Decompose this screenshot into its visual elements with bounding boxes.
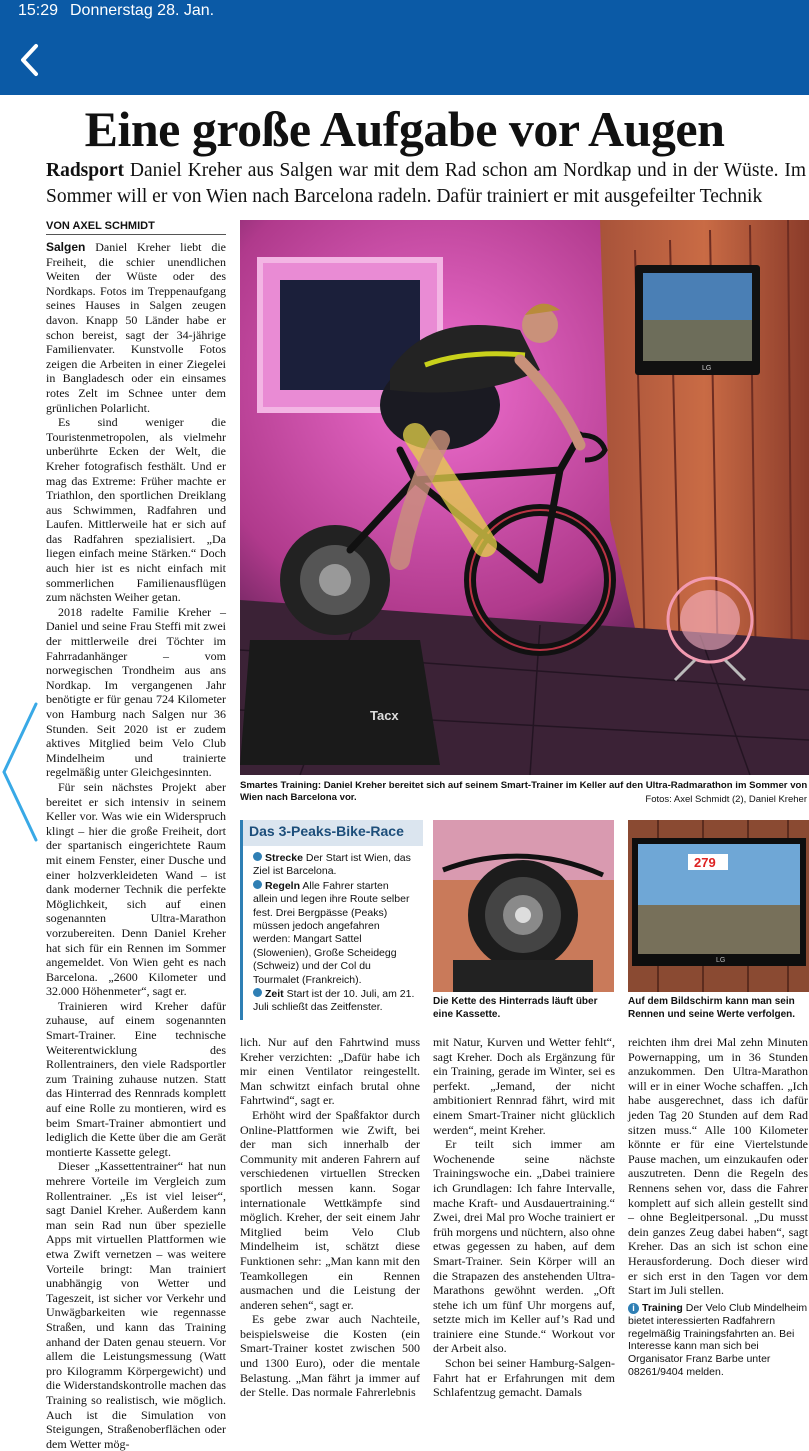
byline: VON AXEL SCHMIDT — [46, 220, 226, 235]
deck — [46, 158, 806, 210]
status-bar — [0, 0, 809, 95]
paragraph: mit Natur, Kurven und Wetter fehlt“, sagt Kreher. Doch als Ergänzung für ein Training, gerade im Winter, sei es perfekt. „Jemand, der nicht ambitioniert Rennrad fährt, wird mit einem Smart-Trainer nicht glücklich werden“, meint Kreher. — [433, 1035, 615, 1137]
screen-photo — [628, 820, 809, 992]
screen-number: 279 — [694, 855, 716, 870]
chain-photo-caption: Die Kette des Hinterrads läuft über eine Kassette. — [433, 996, 598, 1020]
paragraph: Er teilt sich immer am Wochenende seine nächste Trainingswoche ein. „Dabei trainiere ich Grundlagen: Ich fahre Intervalle, mache Kraft- und Ausdauertraining.“ Zwei, drei Mal pro Woche trainiert er früh morgens und nüchtern, also ohne etwas gegessen zu haben, auf dem Smart-Trainer. Sein Körper will an die Strapazen des anstehenden Ultra-Marathons gewöhnt werden. „Oft stehe ich um fünf Uhr morgens auf, setzte mich im Keller auf’s Rad und trainiere eine Stunde.“ Workout vor der Arbeit also. — [433, 1137, 615, 1356]
paragraph: Erhöht wird der Spaßfaktor durch Online-Plattformen wie Zwift, bei der man sich innerhalb der Community mit anderen Fahrern auf verschiedenen virtuellen Strecken sportlich messen kann. Sogar internationale Wettkämpfe sind möglich. Kreher, der seit einem Jahr Mitglied beim Velo Club Mindelheim ist, schätzt diese Funktionen sehr: „Man kann mit den Teamkollegen ein Rennen ausmachen und die Leistung der anderen sehen“, sagt er. — [240, 1107, 420, 1312]
tv-brand: LG — [716, 957, 726, 964]
paragraph: Es sind weniger die Touristenmetropolen, als vielmehr unberührte Ecken der Welt, die Kreher fotografisch festhält. Und er mag das Extreme: Früher machte er Triathlon, den sportlichen Dreiklang aus Schwimmen, Radfahren und Laufen. Mittlerweile hat er sich auf das Radfahren spezialisiert. „Da liegen einfach meine Stärken.“ Doch auch hier ist es nicht einfach mit sommerlichen Familienausflügen zum nächsten Weiher getan. — [46, 415, 226, 605]
photo-credit: Fotos: Axel Schmidt (2), Daniel Kreher — [645, 794, 807, 805]
info-box — [240, 820, 423, 1020]
chevron-left-icon[interactable] — [14, 40, 46, 80]
deck-text: Daniel Kreher aus Salgen war mit dem Rad schon am Nordkap und in der Wüste. Im Sommer will er von Wien nach Barcelona radeln. Dafür trainiert er mit ausgefeilter Technik — [46, 160, 806, 207]
info-item-rules: Regeln Alle Fahrer starten allein und legen ihre Route selber fest. Drei Bergpässe (Peaks) müssen jedoch angefahren werden: Mangart Sattel (Slowenien), Große Scheidegg (Schweiz) und der Col du Tourmalet (Frankreich). — [253, 879, 410, 986]
status-time: 15:29 — [18, 2, 59, 19]
column-1 — [46, 240, 226, 1451]
trainer-brand: Tacx — [370, 708, 399, 723]
paragraph: reichten ihm drei Mal zehn Minuten Powernapping, um in 36 Stunden anzukommen. Den Ultra-Marathon will er in einer Woche schaffen. „Ich habe ausgerechnet, dass ich dafür jeden Tag 20 Stunden auf dem Rad sitzen muss.“ Alle 100 Kilometer könnte er für eine Viertelstunde Pause machen, um einzukaufen oder auszutreten. Denn die Regeln des Rennens sehen vor, dass die Fahrer komplett auf sich allein gestellt sind – ohne Begleitpersonal. „Du musst dein ganzes Zeug dabei haben“, sagt Kreher. Das an sich ist schon eine Herausforderung. Doch dieser wird er sich erst in den Tagen vor dem Start im Juli stellen. — [628, 1035, 808, 1298]
info-box-title: Das 3-Peaks-Bike-Race — [243, 820, 423, 846]
chain-photo — [433, 820, 614, 992]
column-3 — [433, 1035, 615, 1400]
status-date: Donnerstag 28. Jan. — [70, 2, 215, 19]
paragraph: Es gebe zwar auch Nachteile, beispielsweise die Kosten (ein Smart-Trainer kostet zwischen 500 und 1300 Euro), oder die mentale Belastung. „Man fährt ja immer auf der Stelle. Das normale Fahrerlebnis — [240, 1312, 420, 1400]
training-box: i Training Der Velo Club Mindelheim bietet interessierten Radfahrern regelmäßig Trainingsfahrten an. Bei Interesse kann man sich bei Organisator Franz Barbe unter 08261/9404 melden. — [628, 1302, 808, 1378]
info-item-route: Strecke Der Start ist Wien, das Ziel ist Barcelona. — [253, 852, 411, 878]
column-4 — [628, 1035, 808, 1298]
paragraph: Salgen Daniel Kreher liebt die Freiheit, die schier unendlichen Weiten der Wüste oder des Nordkaps. Fotos im Treppenaufgang seines Hauses in Salgen zeugen davon. Knapp 50 Länder habe er schon bereist, sagt der 34-jährige Familienvater. Kunstvolle Fotos zeigen die Arbeiten in einer Ziegelei in Bangladesch oder ein einsames rotes Zelt im Schnee unter dem grünlichen Polarlicht. — [46, 240, 226, 415]
bullet-icon — [253, 988, 262, 997]
paragraph: Dieser „Kassettentrainer“ hat nun mehrere Vorteile im Vergleich zum Rollentrainer. „Es ist viel leiser“, sagt Daniel Kreher. Außerdem kann man sein Rad nun über spezielle Apps mit virtuellen Plattformen wie etwa Zwift vernetzen – was weitere Vorteile bringt: Man trainiert unabhängig von Wetter und Tageszeit, ist sicher vor Verkehr und Unwägbarkeiten wie regennasse Straßen, und kann das Training anhand der Daten genau steuern. Vor allem die Leistungsmessung (Watt pro Kilogramm Körpergewicht) und die Widerstandskontrolle machen das Training so realistisch, wie möglich. Auch ist die Simulation von Steigungen, Straßenoberflächen oder dem Wetter mög- — [46, 1159, 226, 1451]
info-icon: i — [628, 1303, 639, 1314]
tv-brand: LG — [702, 365, 712, 372]
selection-bracket — [0, 700, 40, 900]
dateline: Salgen — [46, 240, 86, 254]
kicker: Radsport — [46, 160, 125, 181]
paragraph: Für sein nächstes Projekt aber bereitet er sich intensiv in seinem Keller vor. Was wie ein Widerspruch klingt – hier die große Freiheit, dort der spartanisch eingerichtete Raum mit einem Fenster, einer Dusche und einer holzverkleideten Wand – ist dank moderner Technik die perfekte Möglichkeit, sich auf einen sogenannten Ultra-Marathon vorzubereiten. Denn Daniel Kreher hat sich für ein Rennen im Sommer angemeldet. Von Wien geht es nach Barcelona. „2600 Kilometer und 32.000 Höhenmeter“, sagt er. — [46, 779, 226, 999]
headline: Eine große Aufgabe vor Augen — [84, 101, 725, 157]
main-photo-caption: Smartes Training: Daniel Kreher bereitet sich auf seinem Smart-Trainer im Keller auf den Ultra-Radmarathon im Sommer von Wien nach Barcelona vor. — [240, 780, 808, 803]
paragraph: lich. Nur auf den Fahrtwind muss Kreher verzichten: „Dafür habe ich mir einen Ventilator reingestellt. Man schwitzt einfach brutal ohne Fahrtwind“, sagt er. — [240, 1035, 420, 1108]
paragraph: 2018 radelte Familie Kreher – Daniel und seine Frau Steffi mit zwei der mittlerweile drei Töchter im Fahrradanhänger – vom norwegischen Trondheim aus ans Nordkap. Im vergangenen Jahr benötigte er für genau 724 Kilometer von Hamburg nach Salgen nur 36 Stunden. Seit 2020 ist er zudem aktives Mitglied beim Velo Club Mindelheim und trainierte regelmäßig unter Gleichgesinnten. — [46, 604, 226, 780]
bullet-icon — [253, 852, 262, 861]
main-photo — [240, 220, 809, 775]
screen-photo-caption: Auf dem Bildschirm kann man sein Rennen und seine Werte verfolgen. — [628, 996, 796, 1020]
info-item-time: Zeit Start ist der 10. Juli, am 21. Juli schließt das Zeitfenster. — [253, 988, 415, 1014]
paragraph: Trainieren wird Kreher dafür zuhause, auf einem sogenannten Smart-Trainer. Eine technische Weiterentwicklung des Rollentrainers, den viele Radsportler zum Training zuhause nutzen. Statt das Hinterrad des Rennrads komplett auf eine Rolle zu montieren, wird es beim Smart-Trainer abmontiert und lediglich die Kette über die am Gerät montierte Kassette gelegt. — [46, 998, 226, 1159]
column-2 — [240, 1035, 420, 1400]
paragraph: Schon bei seiner Hamburg-Salgen-Fahrt hat er Erfahrungen mit dem Schlafentzug gemacht. Damals — [433, 1356, 615, 1400]
bullet-icon — [253, 880, 262, 889]
